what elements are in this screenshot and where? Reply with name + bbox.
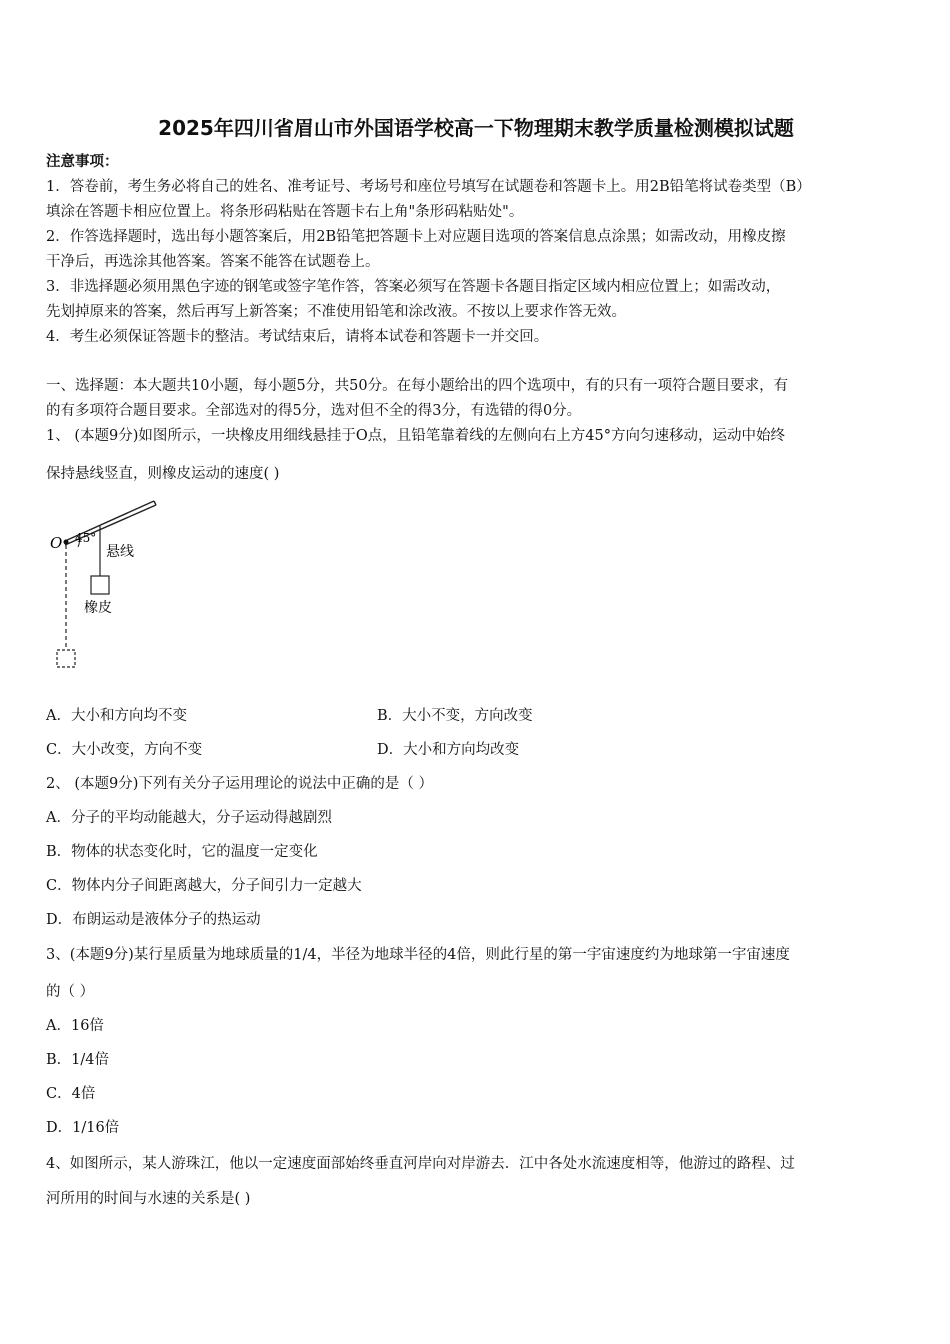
q3-option: B．1/4倍: [46, 1052, 109, 1068]
q2-stem: 2、 (本题9分)下列有关分子运用理论的说法中正确的是（ ）: [46, 776, 433, 792]
q2-option: B．物体的状态变化时，它的温度一定变化: [46, 844, 318, 860]
notice-line: 先划掉原来的答案，然后再写上新答案；不准使用铅笔和涂改液。不按以上要求作答无效。: [46, 304, 626, 320]
q2-option: A．分子的平均动能越大，分子运动得越剧烈: [46, 810, 332, 826]
notice-line: 3．非选择题必须用黑色字迹的钢笔或签字笔作答，答案必须写在答题卡各题目指定区域内相应位置上；如需改动，: [46, 279, 781, 295]
eraser-label: 橡皮: [84, 600, 112, 616]
q1-option-d: D．大小和方向均改变: [377, 742, 520, 758]
notice-line: 填涂在答题卡相应位置上。将条形码粘贴在答题卡右上角"条形码粘贴处"。: [46, 204, 524, 220]
eraser-box: [91, 576, 109, 594]
q3-option: A．16倍: [46, 1018, 104, 1034]
notice-line: 2．作答选择题时，选出每小题答案后，用2B铅笔把答题卡上对应题目选项的答案信息点涂黑；如需改动，用橡皮擦: [46, 229, 786, 245]
notice-line: 4．考生必须保证答题卡的整洁。考试结束后，请将本试卷和答题卡一并交回。: [46, 329, 549, 345]
q1-option-c: C．大小改变，方向不变: [46, 742, 203, 758]
q1-option-a: A．大小和方向均不变: [46, 708, 187, 724]
q4-stem: 河所用的时间与水速的关系是( ): [46, 1191, 251, 1207]
notice-heading: 注意事项：: [46, 153, 119, 170]
angle-label: 45°: [75, 531, 97, 545]
q3-stem: 的（ ）: [46, 984, 95, 1000]
q2-option: C．物体内分子间距离越大，分子间引力一定越大: [46, 878, 362, 894]
q1-stem: 1、 (本题9分)如图所示，一块橡皮用细线悬挂于O点，且铅笔靠着线的左侧向右上方45°方向匀速移动，运动中始终: [46, 428, 785, 444]
q4-stem: 4、如图所示，某人游珠江，他以一定速度面部始终垂直河岸向对岸游去．江中各处水流速度相等，他游过的路程、过: [46, 1156, 795, 1172]
q2-option: D．布朗运动是液体分子的热运动: [46, 912, 261, 928]
section-intro: 一、选择题：本大题共10小题，每小题5分，共50分。在每小题给出的四个选项中，有的只有一项符合题目要求，有: [46, 378, 789, 394]
q1-figure: [48, 490, 168, 675]
q1-option-b: B．大小不变，方向改变: [377, 708, 533, 724]
string-label: 悬线: [106, 544, 134, 560]
notice-line: 干净后，再选涂其他答案。答案不能答在试题卷上。: [46, 254, 380, 270]
notice-line: 1．答卷前，考生务必将自己的姓名、准考证号、考场号和座位号填写在试题卷和答题卡上。用2B铅笔将试卷类型（B）: [46, 179, 811, 195]
o-label: O: [50, 534, 63, 552]
page-title: 2025年四川省眉山市外国语学校高一下物理期末教学质量检测模拟试题: [158, 116, 794, 140]
q1-stem: 保持悬线竖直，则橡皮运动的速度( ): [46, 466, 280, 482]
q3-option: C．4倍: [46, 1086, 96, 1102]
q3-option: D．1/16倍: [46, 1120, 120, 1136]
dashed-eraser: [57, 650, 75, 667]
section-intro: 的有多项符合题目要求。全部选对的得5分，选对但不全的得3分，有选错的得0分。: [46, 403, 582, 419]
pivot-point: [64, 540, 69, 545]
q3-stem: 3、(本题9分)某行星质量为地球质量的1/4，半径为地球半径的4倍，则此行星的第一宇宙速度约为地球第一宇宙速度: [46, 947, 790, 963]
